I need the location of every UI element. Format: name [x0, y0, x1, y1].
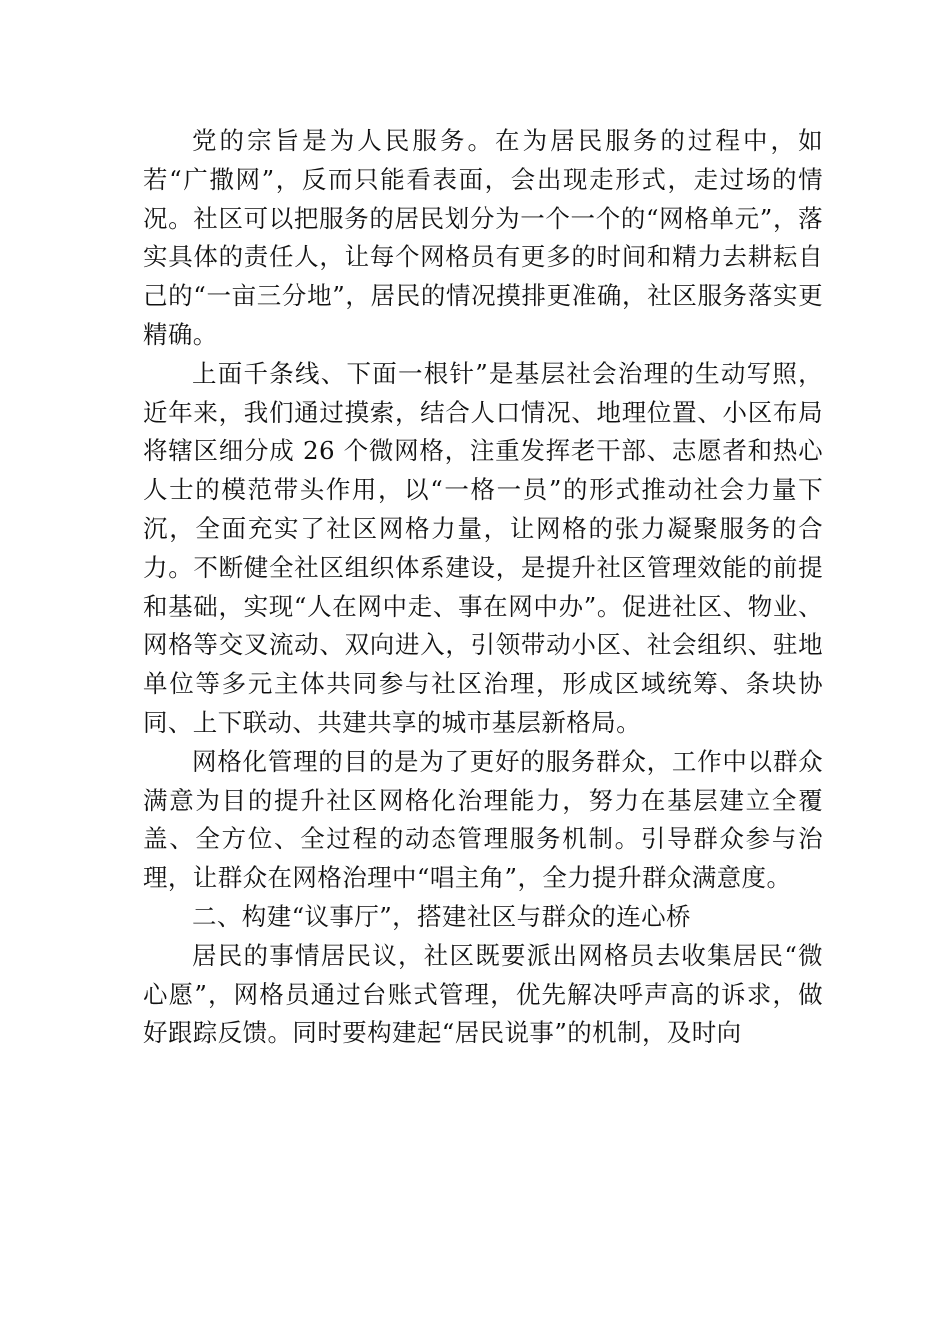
paragraph-service-purpose: 党的宗旨是为人民服务。在为居民服务的过程中，如若“广撒网”，反而只能看表面，会出现走形式，走过场的情况。社区可以把服务的居民划分为一个一个的“网格单元”，落实具体的责任人，让每个网格员有更多的时间和精力去耕耘自己的“一亩三分地”，居民的情况摸排更准确，社区服务落实更精确。	[143, 126, 823, 349]
paragraph-resident-discussion: 居民的事情居民议，社区既要派出网格员去收集居民“微心愿”，网格员通过台账式管理，优先解决呼声高的诉求，做好跟踪反馈。同时要构建起“居民说事”的机制，及时向	[143, 940, 823, 1048]
section-heading-2: 二、构建“议事厅”，搭建社区与群众的连心桥	[192, 901, 691, 931]
document-body	[143, 122, 823, 1053]
paragraph-grassroots-governance: 上面千条线、下面一根针”是基层社会治理的生动写照，近年来，我们通过摸索，结合人口情况、地理位置、小区布局将辖区细分成 26 个微网格，注重发挥老干部、志愿者和热心人士的模范带头作用，以“一格一员”的形式推动社会力量下沉，全面充实了社区网格力量，让网格的张力凝聚服务的合力。不断健全社区组织体系建设，是提升社区管理效能的前提和基础，实现“人在网中走、事在网中办”。促进社区、物业、网格等交叉流动、双向进入，引领带动小区、社会组织、驻地单位等多元主体共同参与社区治理，形成区域统筹、条块协同、上下联动、共建共享的城市基层新格局。	[143, 358, 823, 737]
paragraph-grid-management-goal: 网格化管理的目的是为了更好的服务群众，工作中以群众满意为目的提升社区网格化治理能力，努力在基层建立全覆盖、全方位、全过程的动态管理服务机制。引导群众参与治理，让群众在网格治理中“唱主角”，全力提升群众满意度。	[143, 746, 823, 893]
